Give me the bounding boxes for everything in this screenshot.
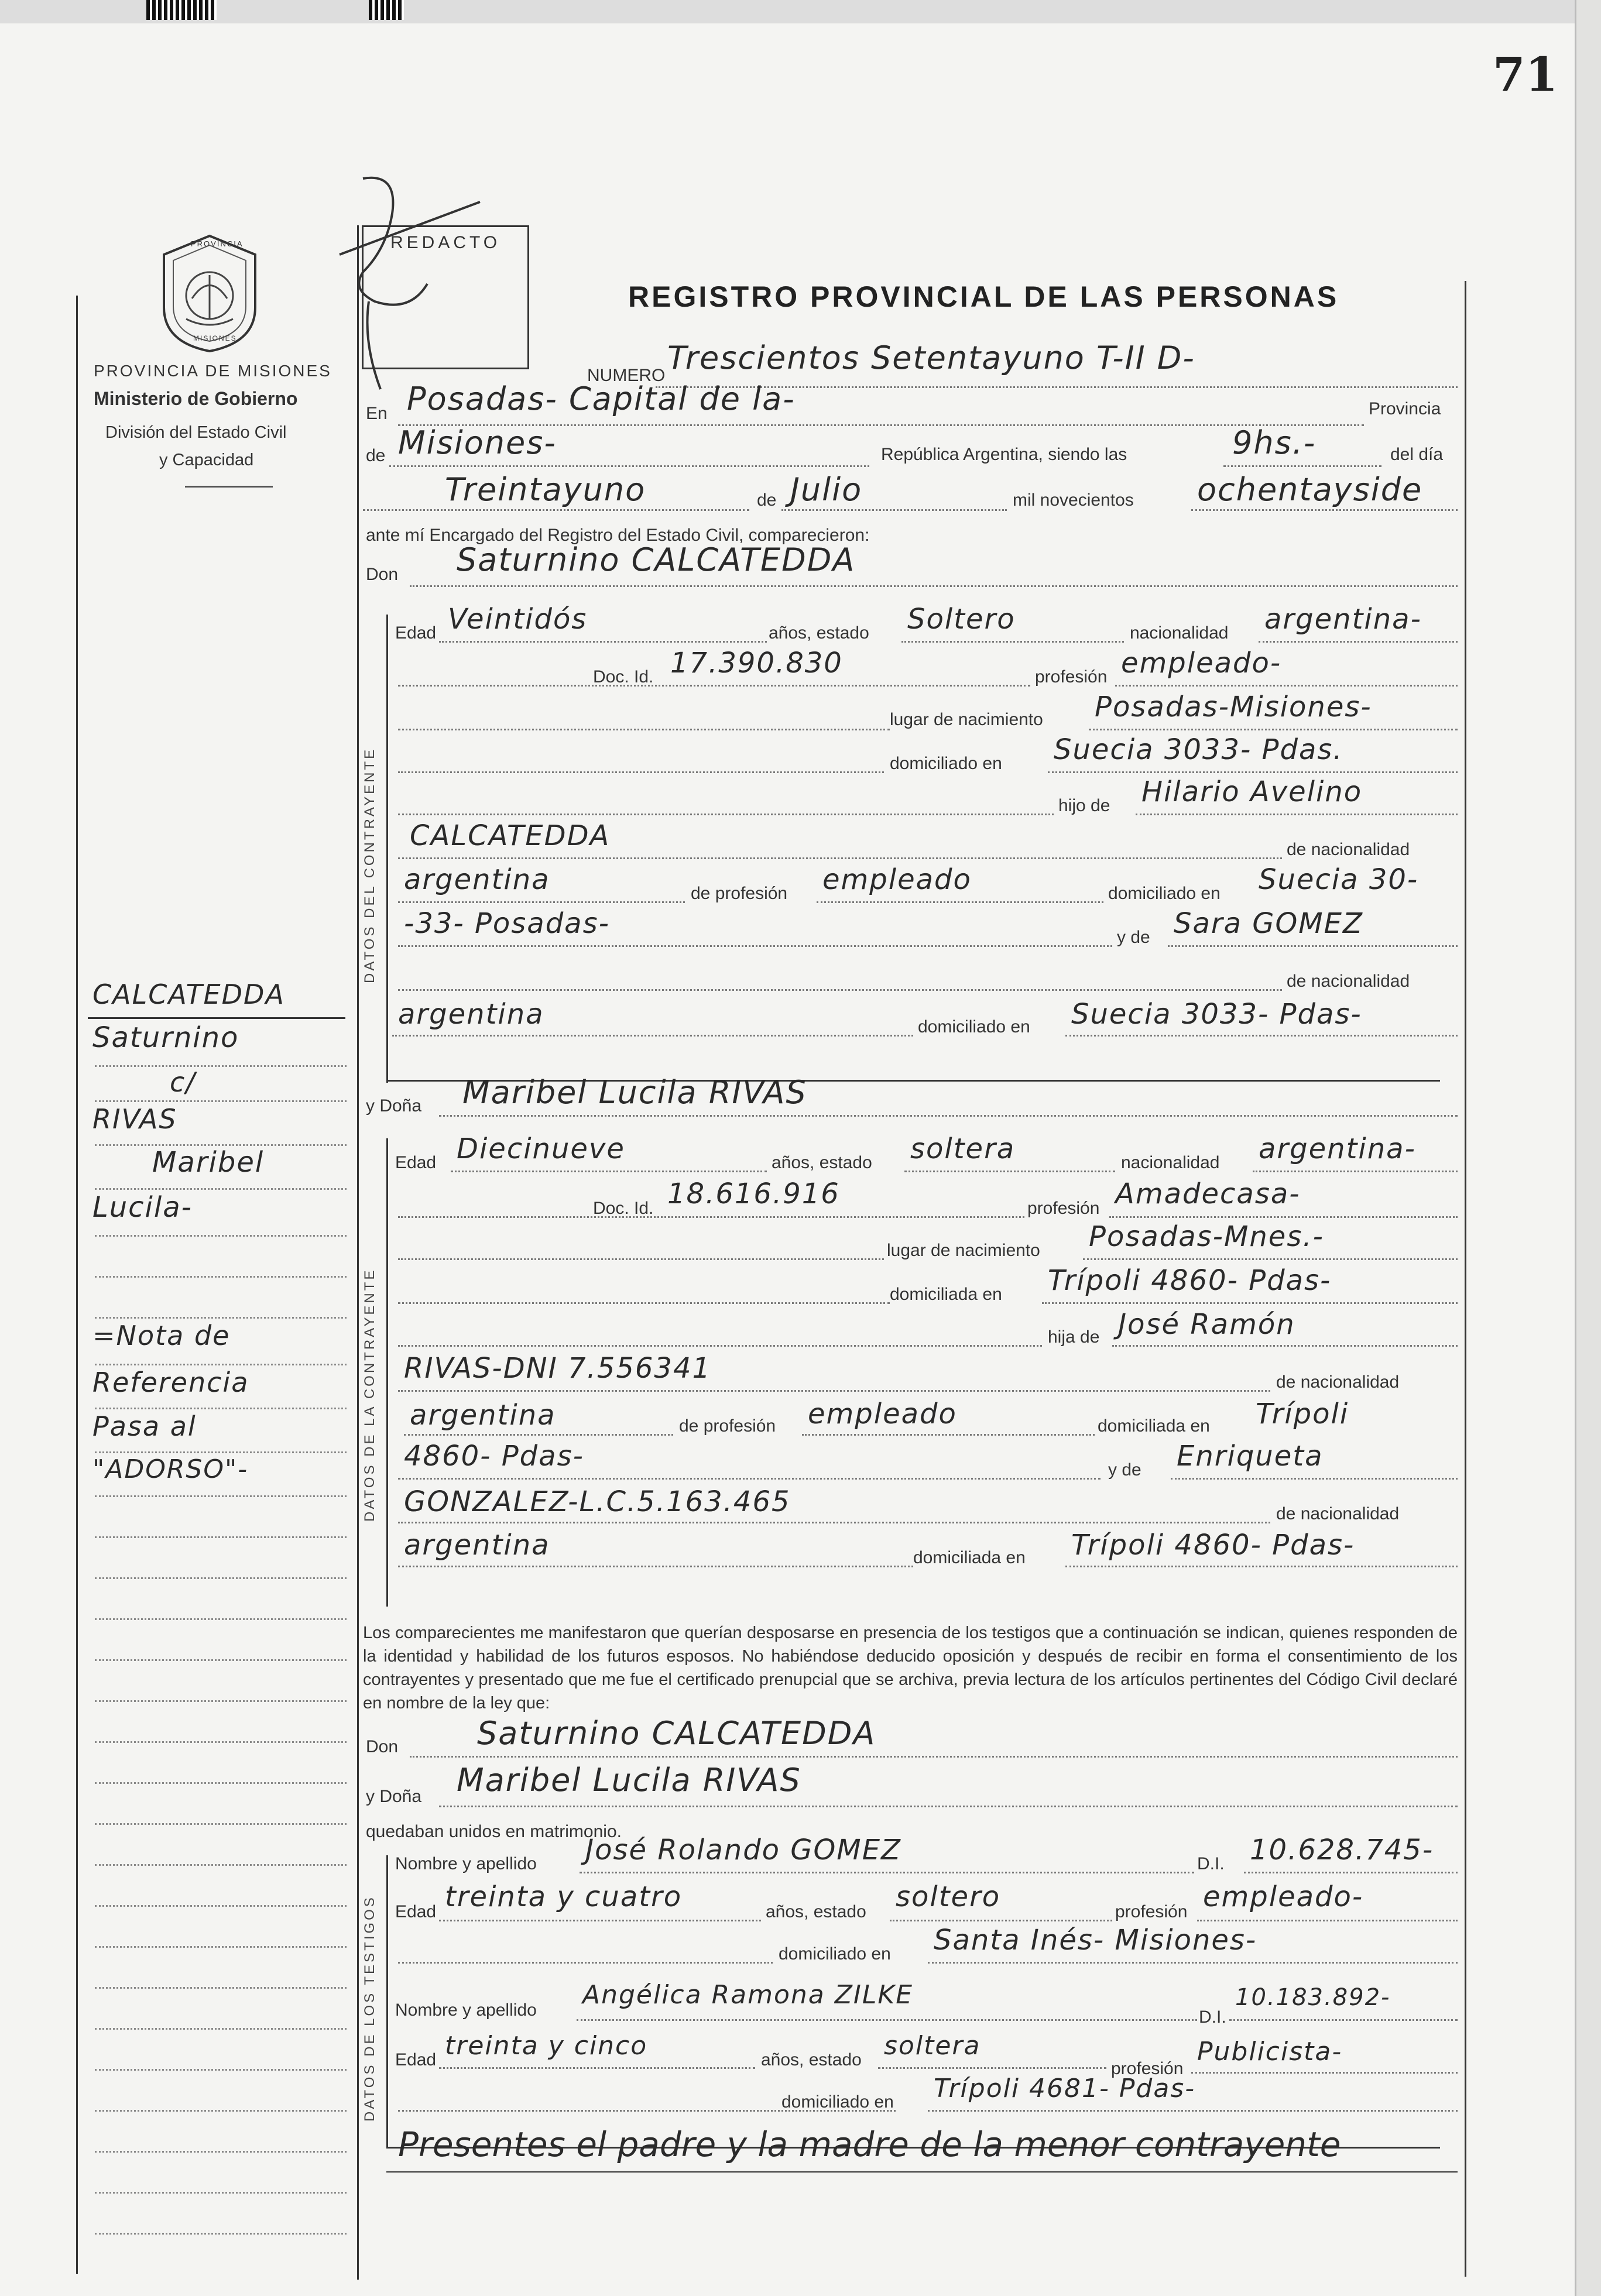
numero-label: NUMERO (587, 366, 666, 385)
union-don: Saturnino CALCATEDDA (477, 1715, 876, 1752)
ministry-name: Ministerio de Gobierno (94, 388, 298, 409)
province-name: PROVINCIA DE MISIONES (94, 362, 332, 380)
groom-padre-domicilio-1: Suecia 30- (1259, 863, 1419, 896)
bride-domicilio-label: domiciliada en (890, 1285, 1002, 1304)
footer-note: Presentes el padre y la madre de la menor contrayente (398, 2125, 1341, 2164)
margin-note4: "ADORSO"- (92, 1454, 249, 1484)
groom-estado: Soltero (907, 603, 1016, 636)
witness1-nombre-label: Nombre y apellido (395, 1854, 537, 1873)
witness2-nombre: Angélica Ramona ZILKE (582, 1980, 914, 2010)
footer-underline (386, 2171, 1458, 2173)
act-provincia: Misiones- (398, 424, 557, 461)
division-line2: y Capacidad (159, 451, 254, 469)
groom-nacionalidad: argentina- (1264, 603, 1422, 636)
bride-madre-domicilio: Trípoli 4860- Pdas- (1071, 1529, 1355, 1561)
witness2-edad-label: Edad (395, 2050, 437, 2070)
groom-domicilio-label: domiciliado en (890, 754, 1002, 773)
bride-hija-label: hija de (1048, 1327, 1100, 1347)
bride-padre-profesion: empleado (808, 1398, 957, 1430)
witness2-profesion-label: profesión (1111, 2059, 1184, 2078)
bride-name: Maribel Lucila RIVAS (462, 1074, 807, 1111)
witness1-domicilio-label: domiciliado en (779, 1944, 891, 1964)
margin-note1: =Nota de (92, 1320, 231, 1351)
redacto-label: REDACTO (390, 233, 501, 252)
bride-estado: soltera (910, 1132, 1016, 1165)
groom-nacionalidad-label: nacionalidad (1130, 623, 1229, 643)
bride-padre-2: RIVAS-DNI 7.556341 (404, 1352, 712, 1385)
union-don-label: Don (366, 1737, 399, 1756)
witness2-estado-label: años, estado (761, 2050, 862, 2070)
bride-lugar-label: lugar de nacimiento (887, 1241, 1040, 1260)
groom-estado-label: años, estado (769, 623, 869, 643)
redacto-signature (328, 167, 503, 401)
bride-y-de-label: y de (1108, 1460, 1141, 1480)
act-lugar: Posadas- Capital de la- (407, 380, 796, 417)
witness1-estado: soltero (896, 1880, 1001, 1913)
act-mes: Julio (790, 471, 863, 508)
witness1-domicilio: Santa Inés- Misiones- (934, 1924, 1257, 1957)
margin-line1: CALCATEDDA (92, 979, 285, 1010)
groom-hijo-label: hijo de (1058, 796, 1110, 815)
groom-padre-domicilio-2: -33- Posadas- (404, 907, 610, 940)
bride-doc-label: Doc. Id. (593, 1199, 654, 1218)
ante-text: ante mí Encargado del Registro del Estado Civil, comparecieron: (366, 526, 870, 545)
del-dia-label: del día (1390, 445, 1444, 464)
witness1-di: 10.628.745- (1250, 1834, 1434, 1866)
bride-madre-nacionalidad: argentina (404, 1529, 550, 1561)
margin-line5: Maribel (152, 1146, 265, 1179)
witness1-edad: treinta y cuatro (445, 1880, 683, 1913)
witness1-profesion-label: profesión (1115, 1902, 1188, 1921)
bride-padre-domicilio-2: 4860- Pdas- (404, 1440, 584, 1473)
union-dona: Maribel Lucila RIVAS (457, 1762, 801, 1799)
form-right-line (1465, 281, 1466, 2277)
bride-padre-1: José Ramón (1118, 1308, 1295, 1341)
left-margin-line (76, 296, 78, 2274)
groom-y-de-label: y de (1117, 928, 1150, 947)
don-label: Don (366, 565, 399, 584)
act-anio: ochentayside (1197, 471, 1423, 508)
groom-doc-label: Doc. Id. (593, 667, 654, 687)
bride-madre-1: Enriqueta (1177, 1440, 1324, 1473)
act-hora: 9hs.- (1232, 424, 1317, 461)
bride-box-left (386, 1138, 388, 1607)
page-top-strip (0, 0, 1601, 23)
groom-edad-label: Edad (395, 623, 437, 643)
form-left-line (357, 225, 359, 2280)
groom-profesion: empleado- (1121, 647, 1282, 679)
groom-padre-2: CALCATEDDA (410, 819, 611, 852)
groom-padre-nacionalidad: argentina (404, 863, 550, 896)
y-dona-label: y Doña (366, 1096, 422, 1116)
groom-padre-dom-label: domiciliado en (1108, 884, 1221, 903)
section-label-witnesses: DATOS DE LOS TESTIGOS (362, 1895, 378, 2122)
republica-label: República Argentina, siendo las (881, 445, 1127, 464)
bride-padre-nacionalidad: argentina (410, 1399, 556, 1432)
barcode-right (369, 0, 404, 20)
en-label: En (366, 404, 388, 423)
margin-line6: Lucila- (92, 1191, 193, 1224)
groom-box-left (386, 615, 388, 1083)
witness2-profesion: Publicista- (1197, 2037, 1343, 2067)
witness-box-left (386, 1855, 388, 2148)
groom-edad: Veintidós (448, 603, 588, 636)
bride-madre-2: GONZALEZ-L.C.5.163.465 (404, 1485, 791, 1518)
bride-edad: Diecinueve (457, 1132, 625, 1165)
bride-padre-prof-label: de profesión (679, 1416, 776, 1436)
de-label-1: de (366, 446, 386, 465)
groom-padre-profesion: empleado (822, 863, 972, 896)
groom-name: Saturnino CALCATEDDA (457, 541, 856, 578)
groom-padre-nac-label: de nacionalidad (1287, 840, 1410, 859)
bride-madre-nac-label: de nacionalidad (1276, 1504, 1400, 1523)
bride-padre-domicilio-1: Trípoli (1256, 1398, 1349, 1430)
seal-text-top: PROVINCIA (191, 239, 244, 248)
mil-label: mil novecientos (1013, 490, 1134, 510)
witness1-estado-label: años, estado (766, 1902, 866, 1921)
page-number: 71 (1493, 47, 1558, 102)
witness2-domicilio: Trípoli 4681- Pdas- (934, 2074, 1196, 2103)
witness2-estado: soltera (884, 2031, 981, 2061)
bride-padre-dom-label: domiciliada en (1098, 1416, 1210, 1436)
groom-padre-1: Hilario Avelino (1141, 775, 1363, 808)
provincia-label: Provincia (1369, 399, 1441, 418)
witness1-nombre: José Rolando GOMEZ (585, 1834, 901, 1866)
page-right-edge (1575, 0, 1601, 2296)
bride-nacionalidad-label: nacionalidad (1121, 1153, 1220, 1172)
margin-note3: Pasa al (92, 1410, 197, 1442)
witness1-profesion: empleado- (1203, 1880, 1364, 1913)
witness1-di-label: D.I. (1197, 1854, 1225, 1873)
bride-lugar: Posadas-Mnes.- (1089, 1220, 1324, 1253)
province-seal (157, 231, 262, 354)
consent-paragraph: Los comparecientes me manifestaron que querían desposarse en presencia de los testigos que a continuación se indican, quienes responden de la identidad y habilidad de los futuros esposos. No habiéndose deducido oposición y después de recibir en forma el consentimiento de los contrayentes y presentado que me fue el certificado prenupcial que se archiva, previa lectura de los artículos pertinentes del Código Civil declaré en nombre de la ley que: (363, 1624, 1458, 1712)
bride-edad-label: Edad (395, 1153, 437, 1172)
groom-lugar-label: lugar de nacimiento (890, 710, 1043, 729)
quedaban-text: quedaban unidos en matrimonio. (366, 1822, 622, 1841)
bride-doc: 18.616.916 (667, 1178, 840, 1210)
groom-madre: Sara GOMEZ (1174, 907, 1363, 940)
de-label-2: de (757, 490, 777, 510)
groom-padre-prof-label: de profesión (691, 884, 788, 903)
margin-line3: c/ (170, 1066, 196, 1098)
seal-text-bottom: MISIONES (193, 334, 237, 342)
groom-madre-nacionalidad: argentina (398, 998, 544, 1031)
registry-title: REGISTRO PROVINCIAL DE LAS PERSONAS (628, 280, 1339, 313)
bride-madre-dom-label: domiciliada en (913, 1548, 1026, 1567)
bride-profesion: Amadecasa- (1115, 1178, 1301, 1210)
header-divider (185, 486, 273, 488)
margin-note2: Referencia (92, 1367, 249, 1398)
act-dia: Treintayuno (445, 471, 646, 508)
groom-madre-domicilio: Suecia 3033- Pdas- (1071, 998, 1362, 1031)
bride-padre-nac-label: de nacionalidad (1276, 1372, 1400, 1392)
union-dona-label: y Doña (366, 1787, 422, 1806)
bride-nacionalidad: argentina- (1259, 1132, 1416, 1165)
margin-line4: RIVAS (92, 1103, 177, 1135)
groom-domicilio: Suecia 3033- Pdas. (1054, 733, 1343, 766)
groom-madre-dom-label: domiciliado en (918, 1017, 1030, 1037)
groom-doc: 17.390.830 (670, 647, 843, 679)
witness2-di: 10.183.892- (1235, 1984, 1391, 2011)
act-numero: Trescientos Setentayuno T-II D- (667, 339, 1195, 376)
barcode-left (146, 0, 217, 20)
bride-estado-label: años, estado (772, 1153, 872, 1172)
section-label-bride: DATOS DE LA CONTRAYENTE (362, 1268, 378, 1522)
witness2-edad: treinta y cinco (445, 2031, 648, 2061)
margin-line2: Saturnino (92, 1021, 239, 1054)
witness2-domicilio-label: domiciliado en (781, 2092, 894, 2112)
groom-lugar: Posadas-Misiones- (1095, 691, 1372, 723)
witness2-di-label: D.I. (1199, 2007, 1226, 2027)
witness1-edad-label: Edad (395, 1902, 437, 1921)
bride-profesion-label: profesión (1027, 1199, 1100, 1218)
division-line1: División del Estado Civil (105, 423, 287, 442)
bride-domicilio: Trípoli 4860- Pdas- (1048, 1264, 1332, 1297)
groom-profesion-label: profesión (1035, 667, 1108, 687)
section-label-groom: DATOS DEL CONTRAYENTE (362, 747, 378, 983)
witness2-nombre-label: Nombre y apellido (395, 2000, 537, 2020)
groom-madre-nac-label: de nacionalidad (1287, 972, 1410, 991)
